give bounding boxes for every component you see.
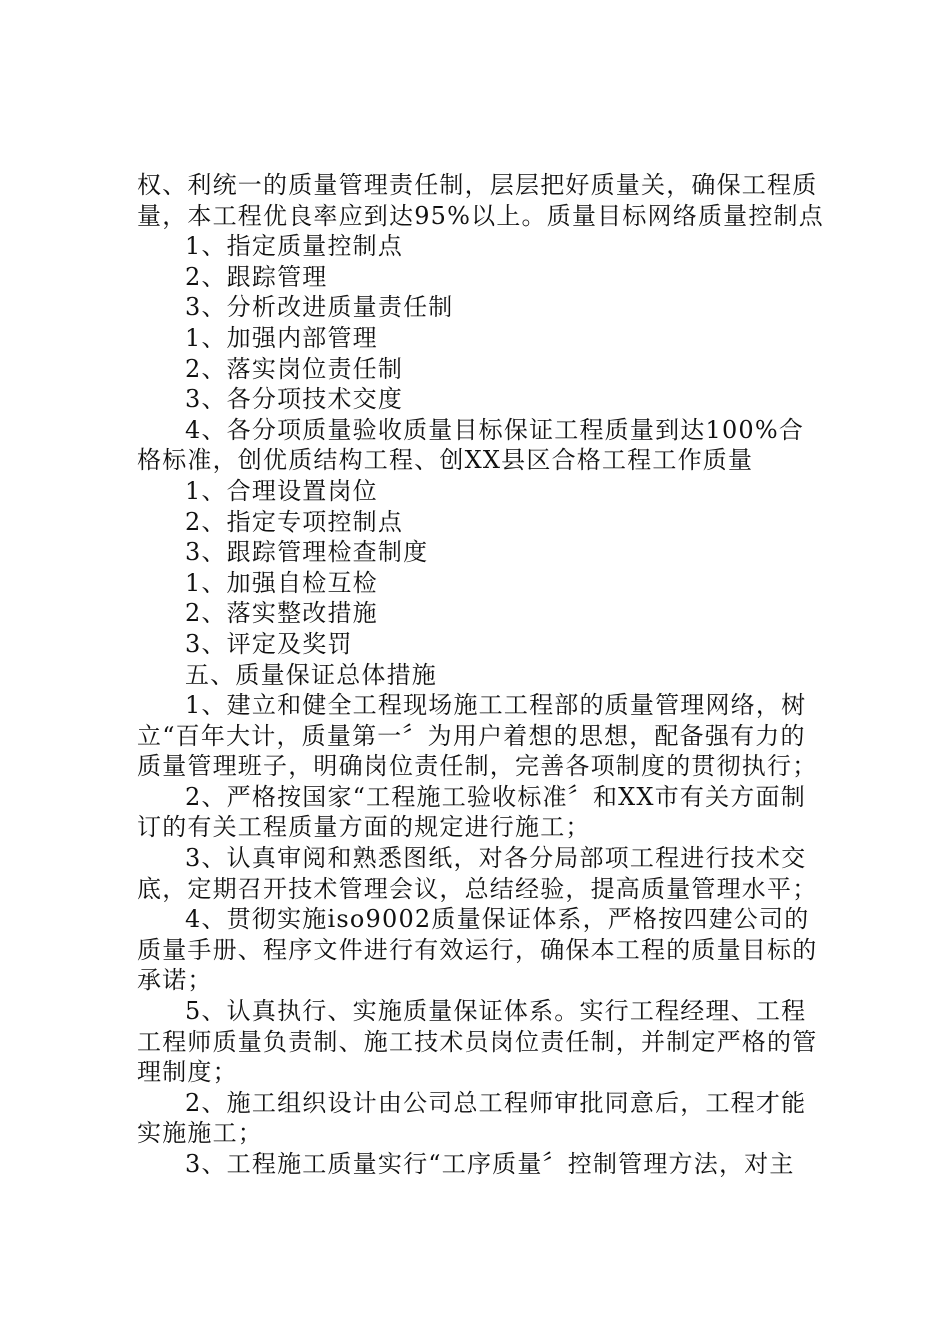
paragraph: 1、加强内部管理	[185, 323, 378, 352]
paragraph: 1、指定质量控制点	[185, 232, 404, 261]
paragraph: 5、认真执行、实施质量保证体系。实行工程经理、工程工程师质量负责制、施工技术员岗位责任制，并制定严格的管理制度；	[137, 997, 818, 1087]
paragraph: 1、加强自检互检	[185, 568, 378, 597]
paragraph: 3、认真审阅和熟悉图纸，对各分局部项工程进行技术交底，定期召开技术管理会议，总结经验，提高质量管理水平；	[137, 844, 818, 903]
paragraph: 2、严格按国家“工程施工验收标准〞和XX市有关方面制订的有关工程质量方面的规定进行施工；	[137, 782, 806, 842]
paragraph: 3、工程施工质量实行“工序质量〞控制管理方法，对主	[185, 1150, 795, 1178]
paragraph: 4、各分项质量验收质量目标保证工程质量到达100%合格标准，创优质结构工程、创XX县区合格工程工作质量	[137, 415, 805, 475]
paragraph: 3、各分项技术交度	[185, 385, 404, 414]
paragraph: 3、分析改进质量责任制	[185, 293, 454, 322]
paragraph: 4、贯彻实施iso9002质量保证体系，严格按四建公司的质量手册、程序文件进行有效运行，确保本工程的质量目标的承诺；	[137, 905, 818, 995]
paragraph: 2、指定专项控制点	[185, 507, 404, 536]
paragraph: 2、跟踪管理	[185, 262, 328, 291]
document-body	[137, 170, 827, 1180]
paragraph: 1、合理设置岗位	[185, 476, 378, 505]
paragraph: 2、落实整改措施	[185, 599, 378, 628]
paragraph: 1、建立和健全工程现场施工工程部的质量管理网络，树立“百年大计，质量第一〞为用户着想的思想，配备强有力的质量管理班子，明确岗位责任制，完善各项制度的贯彻执行；	[137, 691, 818, 781]
paragraph: 2、施工组织设计由公司总工程师审批同意后，工程才能实施施工；	[137, 1088, 807, 1148]
paragraph: 五、质量保证总体措施	[185, 660, 437, 689]
paragraph: 3、评定及奖罚	[185, 629, 353, 658]
paragraph: 权、利统一的质量管理责任制，层层把好质量关，确保工程质量，本工程优良率应到达95%以上。质量目标网络质量控制点	[137, 171, 824, 230]
paragraph: 2、落实岗位责任制	[185, 354, 404, 383]
paragraph: 3、跟踪管理检查制度	[185, 538, 429, 567]
